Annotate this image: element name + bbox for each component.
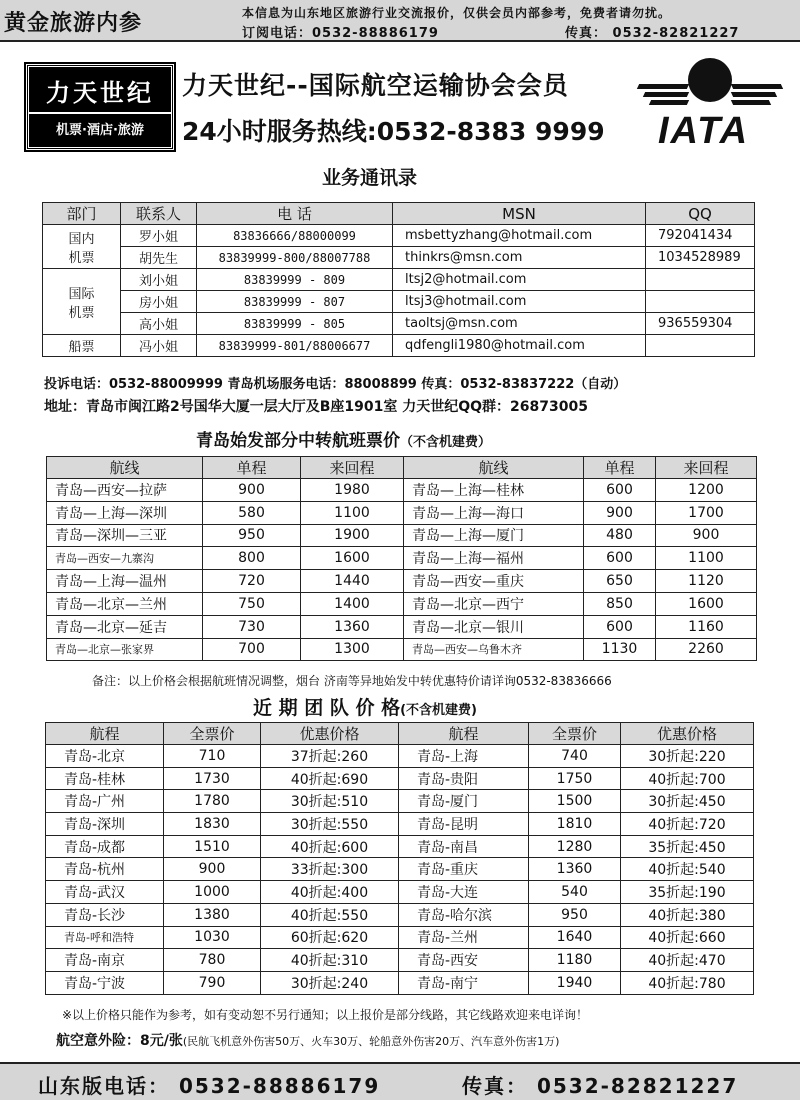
route-price: 730	[203, 615, 301, 638]
group-discount: 37折起:260	[261, 745, 399, 768]
table-row	[46, 949, 754, 972]
group-full-price: 1640	[529, 926, 621, 949]
group-discount: 30折起:450	[621, 790, 754, 813]
group-route: 青岛-大连	[399, 881, 529, 904]
route-price: 750	[203, 592, 301, 615]
route-name: 青岛—西安—乌鲁木齐	[404, 638, 584, 661]
dept-cell: 船票	[43, 335, 121, 357]
table-row	[46, 745, 754, 768]
company-logo: 力天世纪 机票·酒店·旅游	[26, 64, 174, 150]
contacts-header: MSN	[393, 203, 646, 225]
top-fax: 传真： 0532-82821227	[565, 26, 740, 41]
route-price: 1100	[301, 501, 404, 524]
group-full-price: 540	[529, 881, 621, 904]
dept-cell: 国内 机票	[43, 225, 121, 269]
member-notice: 本信息为山东地区旅游行业交流报价，仅供会员内部参考，免费者请勿扰。	[242, 6, 672, 20]
subscription-phone: 订阅电话：0532-88886179	[242, 26, 439, 41]
group-route: 青岛-哈尔滨	[399, 903, 529, 926]
group-discount: 40折起:400	[261, 881, 399, 904]
table-row	[46, 767, 754, 790]
contact-name: 刘小姐	[121, 269, 197, 291]
contacts-header: QQ	[646, 203, 755, 225]
contact-qq	[646, 291, 755, 313]
route-price: 1700	[656, 501, 757, 524]
group-discount: 40折起:700	[621, 767, 754, 790]
complaint-line: 投诉电话：0532-88009999 青岛机场服务电话：88008899 传真：0532-83837222（自动）	[44, 377, 627, 392]
table-row	[46, 926, 754, 949]
contacts-title: 业务通讯录	[322, 167, 418, 189]
group-route: 青岛-南宁	[399, 971, 529, 994]
table-row	[47, 570, 757, 593]
bottom-fax: 传真： 0532-82821227	[462, 1074, 739, 1098]
group-discount: 40折起:660	[621, 926, 754, 949]
routes-note: 备注：以上价格会根据航班情况调整，烟台 济南等异地始发中转优惠特价请详询0532-83836666	[92, 674, 612, 688]
group-header: 航程	[46, 723, 164, 745]
bottom-banner	[0, 1062, 800, 1100]
table-row	[46, 971, 754, 994]
group-full-price: 1180	[529, 949, 621, 972]
contact-msn: ltsj2@hotmail.com	[393, 269, 646, 291]
company-headline: 力天世纪--国际航空运输协会会员	[182, 71, 569, 100]
contact-phone: 83839999-800/88007788	[197, 247, 393, 269]
group-discount: 40折起:540	[621, 858, 754, 881]
group-discount: 40折起:310	[261, 949, 399, 972]
route-name: 青岛—上海—桂林	[404, 479, 584, 502]
group-route: 青岛-西安	[399, 949, 529, 972]
route-name: 青岛—北京—银川	[404, 615, 584, 638]
group-route: 青岛-深圳	[46, 813, 164, 836]
contacts-header: 部门	[43, 203, 121, 225]
group-header: 全票价	[529, 723, 621, 745]
route-price: 1600	[656, 592, 757, 615]
group-price-table	[45, 722, 754, 995]
routes-header: 来回程	[656, 457, 757, 479]
table-row	[46, 835, 754, 858]
group-full-price: 1030	[164, 926, 261, 949]
route-price: 720	[203, 570, 301, 593]
route-price: 1600	[301, 547, 404, 570]
globe-icon	[688, 58, 732, 102]
group-discount: 40折起:690	[261, 767, 399, 790]
route-name: 青岛—西安—拉萨	[47, 479, 203, 502]
contact-name: 冯小姐	[121, 335, 197, 357]
group-header: 优惠价格	[261, 723, 399, 745]
route-price: 1400	[301, 592, 404, 615]
route-name: 青岛—北京—张家界	[47, 638, 203, 661]
service-hotline: 24小时服务热线:0532-8383 9999	[182, 117, 605, 146]
routes-header: 单程	[203, 457, 301, 479]
group-route: 青岛-桂林	[46, 767, 164, 790]
shandong-phone: 山东版电话： 0532-88886179	[38, 1074, 381, 1098]
contact-phone: 83836666/88000099	[197, 225, 393, 247]
route-price: 600	[584, 615, 656, 638]
table-row	[43, 313, 755, 335]
contact-msn: taoltsj@msn.com	[393, 313, 646, 335]
route-price: 2260	[656, 638, 757, 661]
group-full-price: 1730	[164, 767, 261, 790]
group-discount: 30折起:220	[621, 745, 754, 768]
contact-qq	[646, 269, 755, 291]
group-discount: 35折起:450	[621, 835, 754, 858]
route-name: 青岛—上海—温州	[47, 570, 203, 593]
route-price: 1980	[301, 479, 404, 502]
route-price: 800	[203, 547, 301, 570]
route-price: 700	[203, 638, 301, 661]
group-discount: 40折起:380	[621, 903, 754, 926]
group-discount: 40折起:470	[621, 949, 754, 972]
route-name: 青岛—上海—厦门	[404, 524, 584, 547]
group-discount: 30折起:550	[261, 813, 399, 836]
route-price: 1440	[301, 570, 404, 593]
group-full-price: 790	[164, 971, 261, 994]
group-route: 青岛-成都	[46, 835, 164, 858]
contact-qq: 936559304	[646, 313, 755, 335]
table-row	[43, 269, 755, 291]
route-price: 900	[584, 501, 656, 524]
route-price: 480	[584, 524, 656, 547]
route-name: 青岛—北京—兰州	[47, 592, 203, 615]
table-row	[46, 858, 754, 881]
table-row	[47, 501, 757, 524]
contacts-header: 联系人	[121, 203, 197, 225]
route-price: 600	[584, 547, 656, 570]
group-full-price: 1810	[529, 813, 621, 836]
group-full-price: 900	[164, 858, 261, 881]
route-name: 青岛—西安—重庆	[404, 570, 584, 593]
route-name: 青岛—上海—福州	[404, 547, 584, 570]
contact-qq: 1034528989	[646, 247, 755, 269]
route-name: 青岛—北京—西宁	[404, 592, 584, 615]
group-discount: 60折起:620	[261, 926, 399, 949]
route-name: 青岛—西安—九寨沟	[47, 547, 203, 570]
table-row	[47, 524, 757, 547]
group-header: 航程	[399, 723, 529, 745]
route-price: 1120	[656, 570, 757, 593]
group-discount: 30折起:510	[261, 790, 399, 813]
group-discount: 40折起:550	[261, 903, 399, 926]
group-full-price: 1940	[529, 971, 621, 994]
route-name: 青岛—北京—延吉	[47, 615, 203, 638]
group-full-price: 740	[529, 745, 621, 768]
group-route: 青岛-武汉	[46, 881, 164, 904]
group-header: 优惠价格	[621, 723, 754, 745]
address-line: 地址：青岛市闽江路2号国华大厦一层大厅及B座1901室 力天世纪QQ群：26873005	[44, 399, 588, 415]
price-note: ※以上价格只能作为参考，如有变动恕不另行通知；以上报价是部分线路，其它线路欢迎来电详询！	[62, 1008, 589, 1022]
group-header: 全票价	[164, 723, 261, 745]
contact-msn: qdfengli1980@hotmail.com	[393, 335, 646, 357]
group-full-price: 950	[529, 903, 621, 926]
group-route: 青岛-呼和浩特	[46, 926, 164, 949]
table-row	[43, 291, 755, 313]
group-full-price: 1000	[164, 881, 261, 904]
contact-name: 胡先生	[121, 247, 197, 269]
route-price: 850	[584, 592, 656, 615]
table-row	[47, 592, 757, 615]
contact-phone: 83839999 - 809	[197, 269, 393, 291]
group-route: 青岛-北京	[46, 745, 164, 768]
route-price: 650	[584, 570, 656, 593]
group-discount: 40折起:720	[621, 813, 754, 836]
group-discount: 30折起:240	[261, 971, 399, 994]
iata-logo: IATA	[638, 58, 783, 150]
contact-name: 罗小姐	[121, 225, 197, 247]
group-discount: 35折起:190	[621, 881, 754, 904]
table-row	[47, 638, 757, 661]
route-price: 1160	[656, 615, 757, 638]
routes-title: 青岛始发部分中转航班票价（不含机建费）	[196, 431, 492, 451]
contact-phone: 83839999 - 807	[197, 291, 393, 313]
contact-phone: 83839999 - 805	[197, 313, 393, 335]
route-price: 1900	[301, 524, 404, 547]
group-route: 青岛-厦门	[399, 790, 529, 813]
route-price: 950	[203, 524, 301, 547]
route-name: 青岛—上海—海口	[404, 501, 584, 524]
table-row	[43, 335, 755, 357]
group-discount: 33折起:300	[261, 858, 399, 881]
group-full-price: 1360	[529, 858, 621, 881]
group-discount: 40折起:600	[261, 835, 399, 858]
route-price: 580	[203, 501, 301, 524]
group-full-price: 780	[164, 949, 261, 972]
route-price: 1360	[301, 615, 404, 638]
contact-msn: thinkrs@msn.com	[393, 247, 646, 269]
group-route: 青岛-兰州	[399, 926, 529, 949]
contact-qq	[646, 335, 755, 357]
group-route: 青岛-上海	[399, 745, 529, 768]
contact-name: 房小姐	[121, 291, 197, 313]
route-name: 青岛—深圳—三亚	[47, 524, 203, 547]
routes-header: 航线	[404, 457, 584, 479]
group-route: 青岛-重庆	[399, 858, 529, 881]
group-full-price: 1830	[164, 813, 261, 836]
route-price: 1100	[656, 547, 757, 570]
publication-title: 黄金旅游内参	[4, 11, 143, 36]
table-row	[47, 547, 757, 570]
contacts-table	[42, 202, 755, 357]
group-full-price: 710	[164, 745, 261, 768]
route-price: 900	[203, 479, 301, 502]
table-row	[46, 903, 754, 926]
route-price: 900	[656, 524, 757, 547]
contacts-header: 电 话	[197, 203, 393, 225]
table-row	[47, 479, 757, 502]
contact-qq: 792041434	[646, 225, 755, 247]
group-route: 青岛-长沙	[46, 903, 164, 926]
group-full-price: 1500	[529, 790, 621, 813]
group-route: 青岛-贵阳	[399, 767, 529, 790]
table-row	[43, 247, 755, 269]
contact-msn: ltsj3@hotmail.com	[393, 291, 646, 313]
table-row	[47, 615, 757, 638]
table-row	[46, 813, 754, 836]
routes-table	[46, 456, 757, 661]
route-name: 青岛—上海—深圳	[47, 501, 203, 524]
contact-phone: 83839999-801/88006677	[197, 335, 393, 357]
contact-msn: msbettyzhang@hotmail.com	[393, 225, 646, 247]
route-price: 1300	[301, 638, 404, 661]
group-full-price: 1380	[164, 903, 261, 926]
route-price: 600	[584, 479, 656, 502]
routes-header: 航线	[47, 457, 203, 479]
contact-name: 高小姐	[121, 313, 197, 335]
table-row	[46, 790, 754, 813]
dept-cell: 国际 机票	[43, 269, 121, 335]
group-route: 青岛-南京	[46, 949, 164, 972]
table-row	[43, 225, 755, 247]
group-route: 青岛-广州	[46, 790, 164, 813]
group-discount: 40折起:780	[621, 971, 754, 994]
group-full-price: 1780	[164, 790, 261, 813]
group-route: 青岛-昆明	[399, 813, 529, 836]
group-route: 青岛-南昌	[399, 835, 529, 858]
group-route: 青岛-宁波	[46, 971, 164, 994]
group-route: 青岛-杭州	[46, 858, 164, 881]
group-full-price: 1280	[529, 835, 621, 858]
routes-header: 来回程	[301, 457, 404, 479]
insurance-line: 航空意外险：8元/张(民航飞机意外伤害50万、火车30万、轮船意外伤害20万、汽车意外伤害1万)	[56, 1033, 560, 1049]
group-full-price: 1750	[529, 767, 621, 790]
routes-header: 单程	[584, 457, 656, 479]
route-price: 1130	[584, 638, 656, 661]
top-banner	[0, 0, 800, 42]
route-price: 1200	[656, 479, 757, 502]
group-title: 近 期 团 队 价 格(不含机建费)	[253, 697, 477, 719]
group-full-price: 1510	[164, 835, 261, 858]
table-row	[46, 881, 754, 904]
